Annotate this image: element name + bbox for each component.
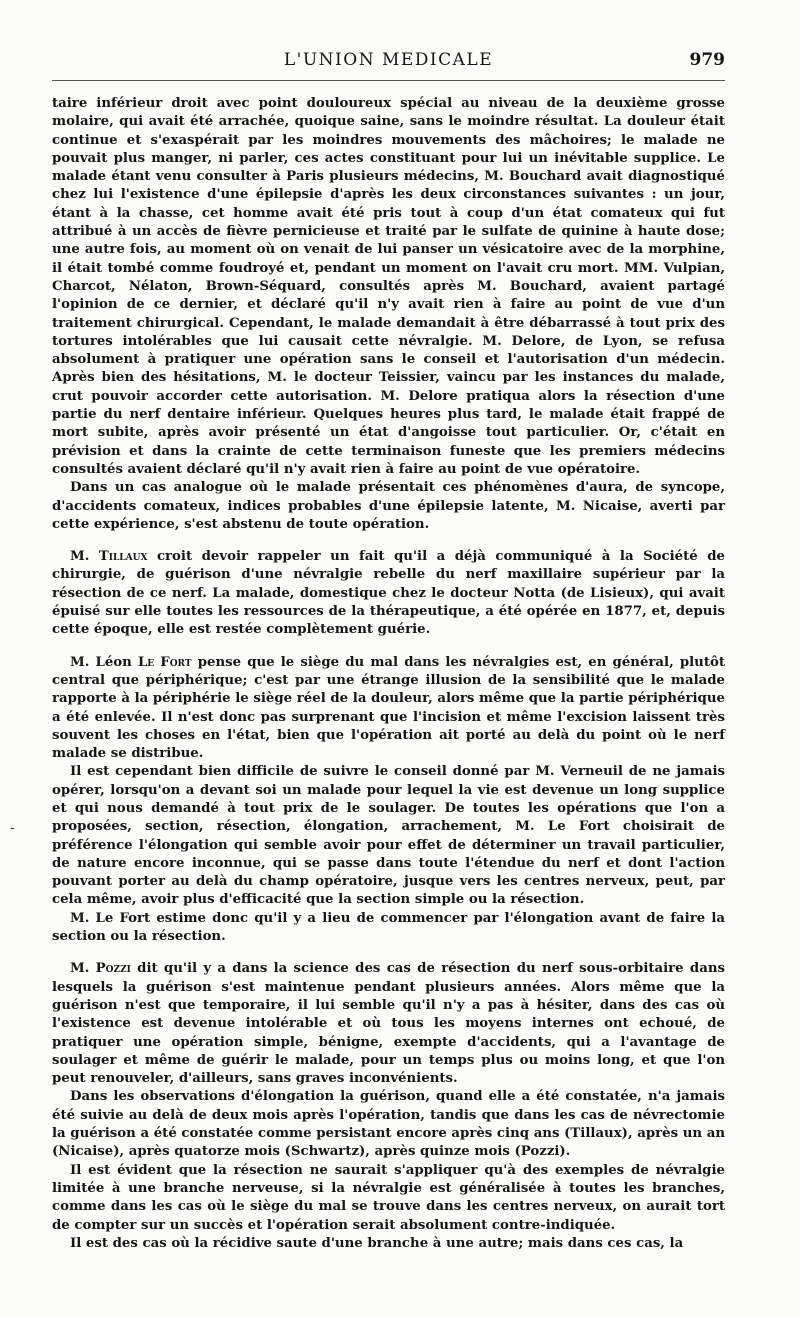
paragraph-7 bbox=[52, 960, 725, 1088]
paragraph-2: Dans un cas analogue où le malade présentait ces phénomènes d'aura, de syncope, d'accidents comateux, indices probables d'une épilepsie latente, M. Nicaise, averti par cette expérience, s'est abstenu de toute opération. bbox=[52, 480, 725, 532]
article-body bbox=[52, 95, 725, 1253]
margin-mark: - bbox=[10, 820, 15, 836]
running-title: L'UNION MEDICALE bbox=[283, 50, 494, 70]
speaker-prefix: M. Léon bbox=[70, 654, 132, 670]
paragraph-3-text: croit devoir rappeler un fait qu'il a déjà communiqué à la Société de chirurgie, de guérison d'une névralgie rebelle du nerf maxillaire supérieur par la résection de ce nerf. La malade, domestique chez le docteur Notta (de Lisieux), qui avait épuisé sur elle toutes les ressources de la thérapeutique, a été opérée en 1877, et, depuis cette époque, elle est restée complètement guérie. bbox=[52, 549, 725, 638]
paragraph-5: Il est cependant bien difficile de suivre le conseil donné par M. Verneuil de ne jamais opérer, lorsqu'on a devant soi un malade pour lequel la vie est devenue un long supplice et qui nous demandé à tout prix de le soulager. De toutes les opérations que l'on a proposées, section, résection, élongation, arrachement, M. Le Fort choisirait de préférence l'élongation qui semble avoir pour effet de déterminer un travail particulier, de nature encore inconnue, qui se passe dans toute l'étendue du nerf et dont l'action pouvant porter au delà du champ opératoire, jusque vers les centres nerveux, peut, par cela même, avoir plus d'efficacité que la section simple ou la résection. bbox=[52, 764, 725, 908]
paragraph-6: M. Le Fort estime donc qu'il y a lieu de commencer par l'élongation avant de faire la section ou la résection. bbox=[52, 910, 725, 945]
speaker-prefix: M. bbox=[70, 549, 90, 565]
paragraph-4-text: pense que le siège du mal dans les névralgies est, en général, plutôt central que périphérique; c'est par une étrange illusion de la sensibilité que le malade rapporte à la périphérie le siège réel de la douleur, alors même que la partie périphérique a été enlevée. Il n'est donc pas surprenant que l'incision et même l'excision laissent très souvent les choses en l'état, bien que l'opération ait porté au delà du point où le nerf malade se distribue. bbox=[52, 654, 725, 762]
paragraph-4 bbox=[52, 654, 725, 764]
paragraph-7-text: dit qu'il y a dans la science des cas de résection du nerf sous-orbitaire dans lesquels la guérison s'est maintenue pendant plusieurs années. Alors même que la guérison n'est que temporaire, il lui semble qu'il n'y a pas à hésiter, dans des cas où l'existence est devenue intolérable et où tous les moyens internes ont echoué, de pratiquer une opération simple, bénigne, exempte d'accidents, qui a l'avantage de soulager et même de guérir le malade, pour un temps plus ou moins long, et que l'on peut renouveler, d'ailleurs, sans graves inconvénients. bbox=[52, 961, 725, 1087]
paragraph-10: Il est des cas où la récidive saute d'une branche à une autre; mais dans ces cas, la bbox=[70, 1235, 684, 1251]
paragraph-3 bbox=[52, 548, 725, 639]
paragraph-8: Dans les observations d'élongation la guérison, quand elle a été constatée, n'a jamais été suivie au delà de deux mois après l'opération, tandis que dans les cas de névrectomie la guérison a été constatée comme persistant encore après cinq ans (Tillaux), après un an (Nicaise), après quatorze mois (Schwartz), après quinze mois (Pozzi). bbox=[52, 1089, 725, 1160]
speaker-prefix: M. bbox=[70, 961, 90, 977]
speaker-name: Tillaux bbox=[98, 549, 148, 565]
page-header bbox=[52, 50, 725, 81]
speaker-name: Pozzi bbox=[95, 961, 131, 977]
page-number: 979 bbox=[689, 50, 725, 70]
paragraph-9: Il est évident que la résection ne saurait s'appliquer qu'à des exemples de névralgie limitée à une branche nerveuse, si la névralgie est généralisée à toutes les branches, comme dans les cas où le siège du mal se trouve dans les centres nerveux, on aurait tort de compter sur un succès et l'opération serait absolument contre-indiquée. bbox=[52, 1162, 725, 1233]
speaker-name: Le Fort bbox=[137, 654, 192, 670]
paragraph-1: taire inférieur droit avec point douloureux spécial au niveau de la deuxième grosse molaire, qui avait été arrachée, quoique saine, sans le moindre résultat. La douleur était continue et s'exaspérait par les moindres mouvements des mâchoires; le malade ne pouvait plus manger, ni parler, ces actes constituant pour lui un inévitable supplice. Le malade étant venu consulter à Paris plusieurs médecins, M. Bouchard avait diagnostiqué chez lui l'existence d'une épilepsie d'après les deux circonstances suivantes : un jour, étant à la chasse, cet homme avait été pris tout à coup d'un état comateux qui fut attribué à un accès de fièvre pernicieuse et traité par le sulfate de quinine à haute dose; une autre fois, au moment où on venait de lui panser un vésicatoire avec de la morphine, il était tombé comme foudroyé et, pendant un moment on l'avait cru mort. MM. Vulpian, Charcot, Nélaton, Brown-Séquard, consultés après M. Bouchard, avaient partagé l'opinion de ce dernier, et déclaré qu'il n'y avait rien à faire au point de vue d'un traitement chirurgical. Cependant, le malade demandait à être débarrassé à tout prix des tortures intolérables que lui causait cette névralgie. M. Delore, de Lyon, se refusa absolument à pratiquer une opération sans le conseil et l'autorisation d'un médecin. Après bien des hésitations, M. le docteur Teissier, vaincu par les instances du malade, crut pouvoir accorder cette autorisation. M. Delore pratiqua alors la résection d'une partie du nerf dentaire inférieur. Quelques heures plus tard, le malade était frappé de mort subite, après avoir présenté un état d'angoisse tout particulier. Or, c'était en prévision et dans la crainte de cette terminaison funeste que les premiers médecins consultés avaient déclaré qu'il n'y avait rien à faire au point de vue opératoire. bbox=[52, 96, 725, 477]
